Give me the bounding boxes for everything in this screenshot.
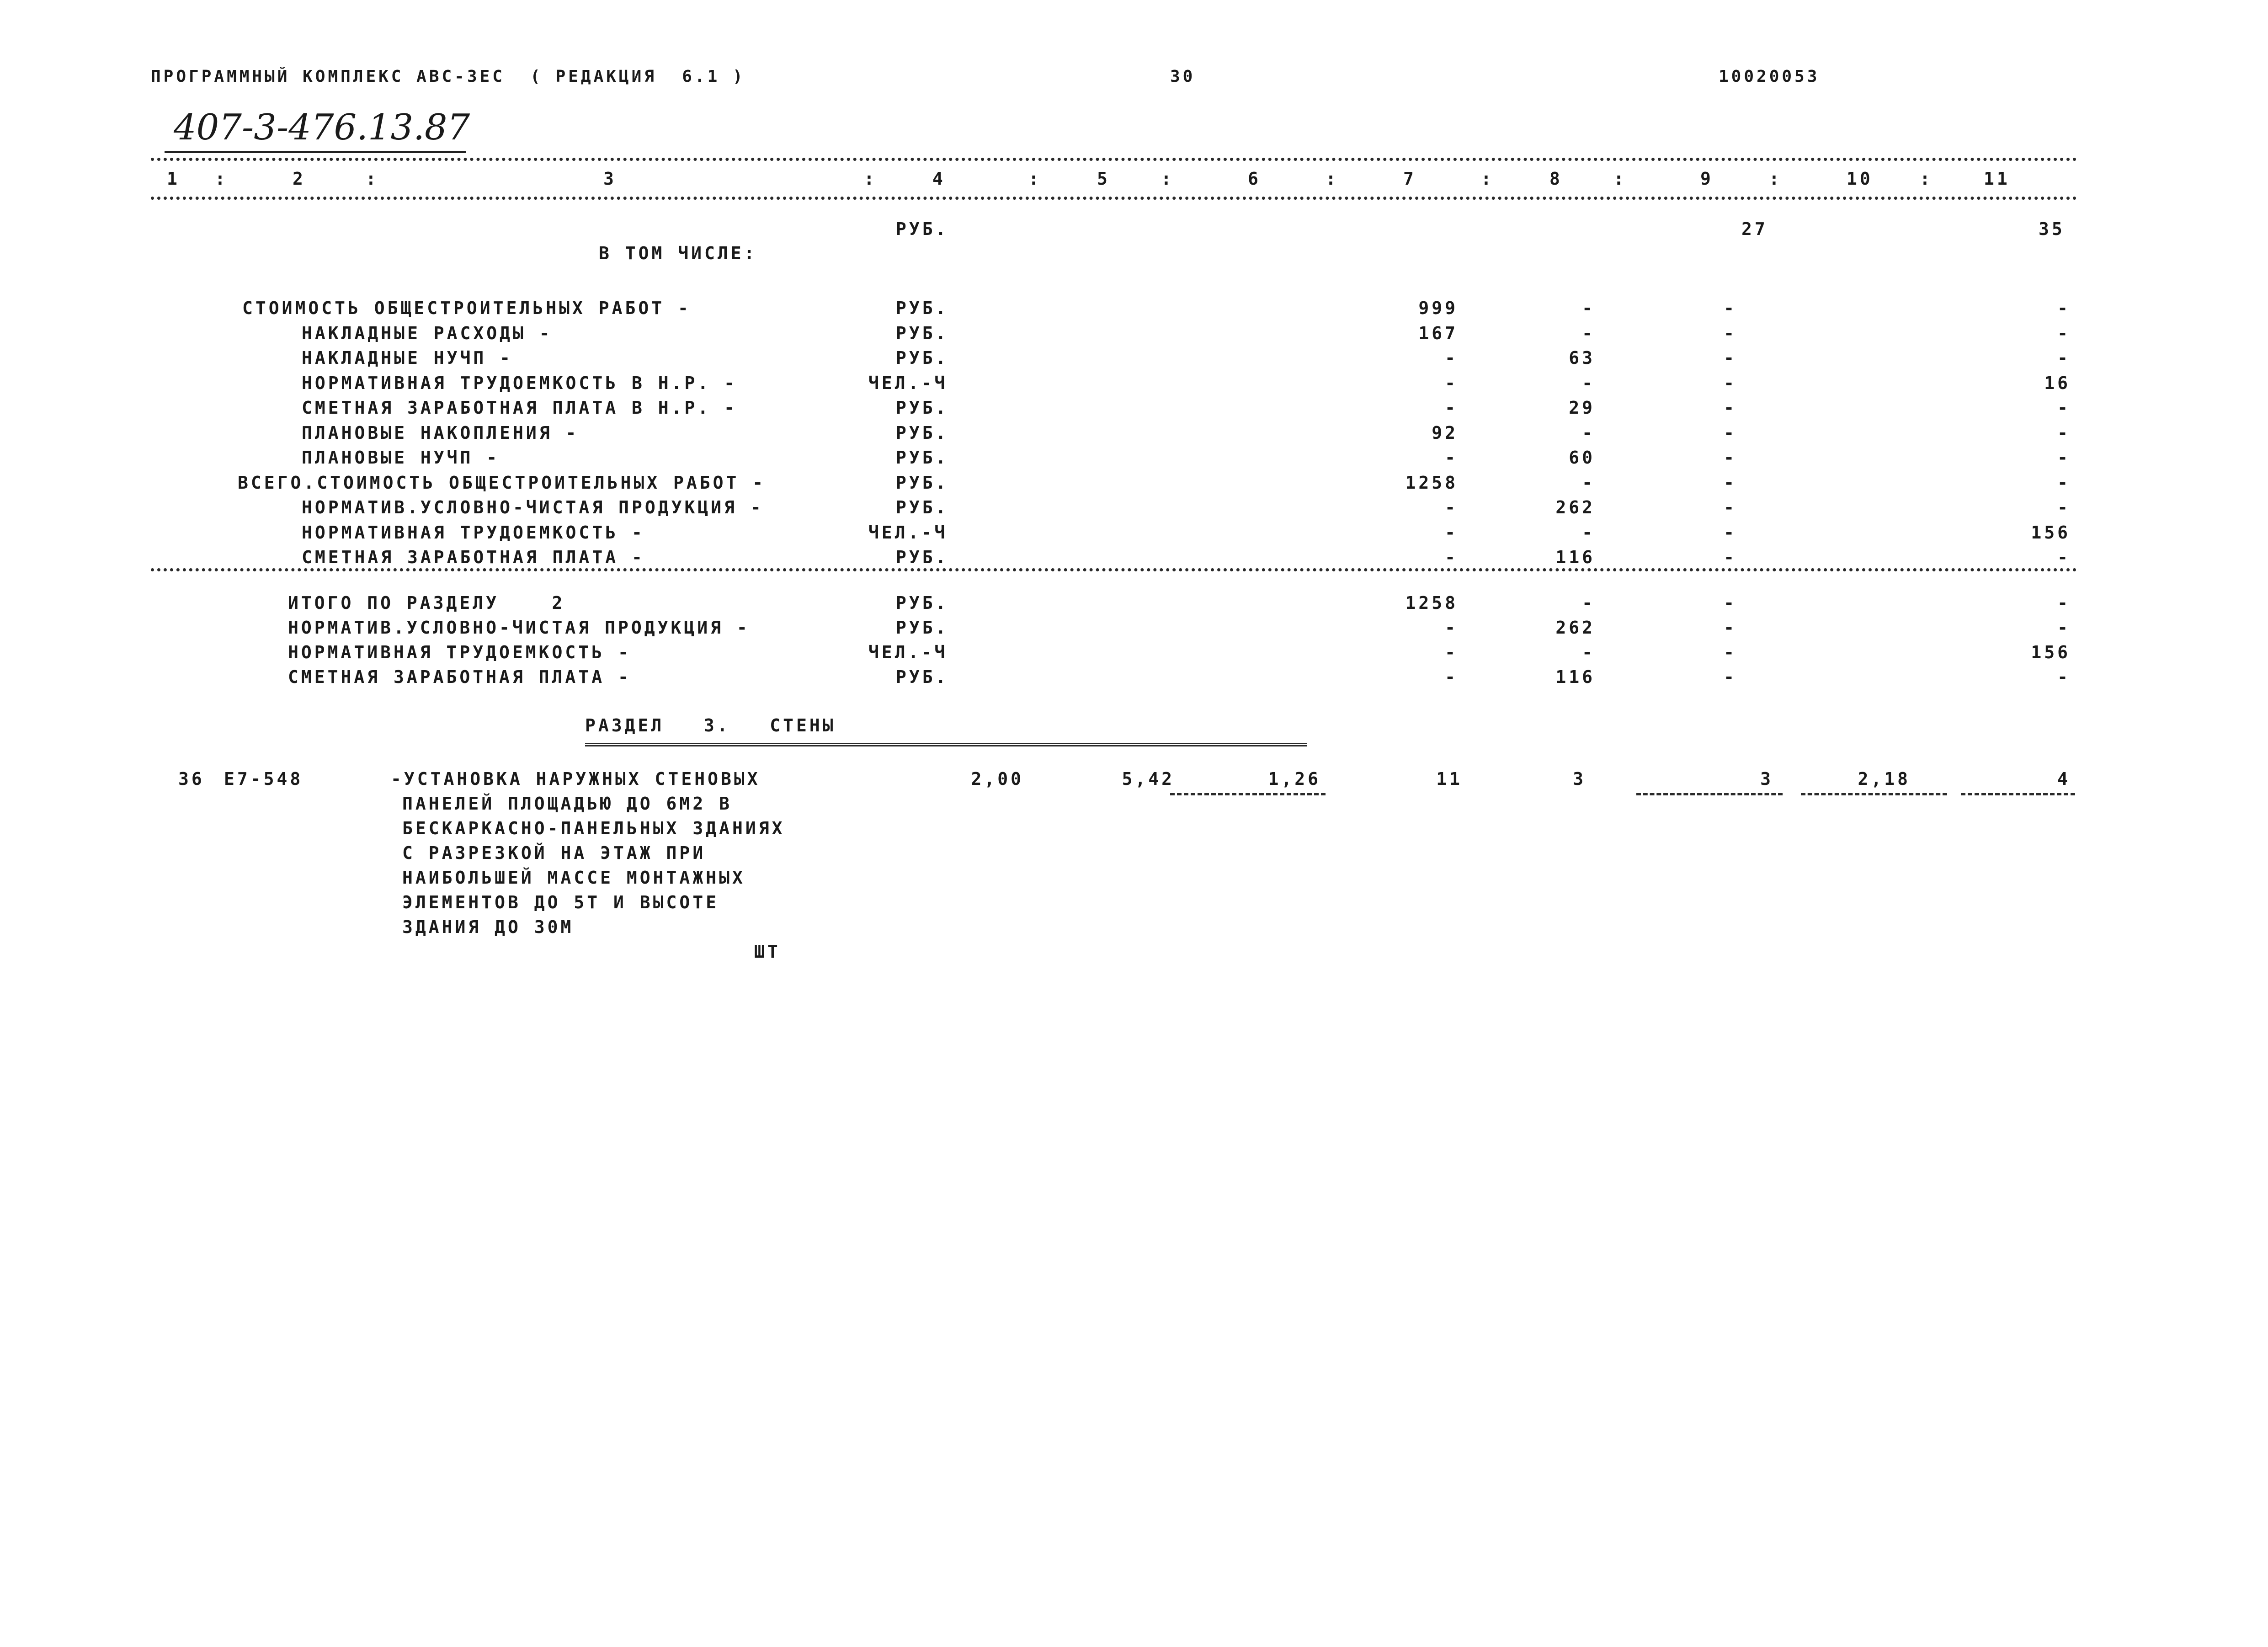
column-separator: : (864, 169, 877, 189)
summary-row-col11: 156 (2031, 522, 2071, 543)
total-row-col8: - (1582, 593, 1595, 613)
column-separator: : (1920, 169, 1933, 189)
total-row-col11: - (2057, 667, 2071, 687)
total-row-col8: - (1582, 642, 1595, 662)
column-separator: : (1161, 169, 1174, 189)
column-separator: : (1028, 169, 1042, 189)
item-number: 36 (178, 769, 205, 789)
summary-row-unit: РУБ. (896, 547, 949, 567)
summary-row-unit: РУБ. (896, 448, 949, 468)
header-rule-top (151, 158, 2077, 161)
total-row-col8: 262 (1555, 618, 1595, 638)
total-row-col9: - (1724, 593, 1737, 613)
summary-row-col7: 92 (1432, 422, 1458, 443)
item-separator-col11 (1961, 793, 2075, 795)
summary-row-col9: - (1724, 323, 1737, 343)
summary-row-unit: РУБ. (896, 398, 949, 418)
summary-row-col8: - (1582, 522, 1595, 543)
summary-row-col8: 63 (1569, 348, 1595, 368)
summary-row-col8: 262 (1555, 497, 1595, 517)
summary-row-col8: 60 (1569, 448, 1595, 468)
summary-row-unit: ЧЕЛ.-Ч (868, 373, 948, 393)
item-description-line: С РАЗРЕЗКОЙ НА ЭТАЖ ПРИ (402, 843, 706, 863)
summary-row-col9: - (1724, 472, 1737, 493)
total-row-col7: 1258 (1405, 593, 1458, 613)
total-row-col11: - (2057, 618, 2071, 638)
summary-row-col11: - (2057, 323, 2071, 343)
total-row-col7: - (1445, 667, 1458, 687)
column-number-5: 5 (1097, 169, 1110, 189)
summary-row-col9: - (1724, 298, 1737, 318)
item-description-line: ЗДАНИЯ ДО 30М (402, 917, 574, 937)
summary-row-label: ПЛАНОВЫЕ НУЧП - (302, 448, 500, 468)
summary-row-col9: - (1724, 547, 1737, 567)
summary-row-col9: - (1724, 448, 1737, 468)
item-quantity: 2,00 (971, 769, 1024, 789)
column-number-8: 8 (1549, 169, 1563, 189)
item-separator-col5 (1170, 793, 1326, 795)
total-row-col11: - (2057, 593, 2071, 613)
column-separator: : (366, 169, 379, 189)
item-description-line: НАИБОЛЬШЕЙ МАССЕ МОНТАЖНЫХ (402, 868, 745, 888)
summary-row-label: СТОИМОСТЬ ОБЩЕСТРОИТЕЛЬНЫХ РАБОТ - (242, 298, 691, 318)
item-unit: ШТ (754, 942, 781, 962)
column-separator: : (1481, 169, 1494, 189)
total-row-label: НОРМАТИВНАЯ ТРУДОЕМКОСТЬ - (288, 642, 631, 662)
section-title-underline (585, 743, 1307, 746)
item-unit-cost: 5,42 (1122, 769, 1175, 789)
total-row-col7: - (1445, 642, 1458, 662)
summary-row-col7: - (1445, 522, 1458, 543)
header-rule-bottom (151, 197, 2077, 200)
summary-row-label: НАКЛАДНЫЕ РАСХОДЫ - (302, 323, 553, 343)
summary-row-unit: РУБ. (896, 348, 949, 368)
including-label: В ТОМ ЧИСЛЕ: (599, 243, 757, 263)
summary-row-unit: РУБ. (896, 323, 949, 343)
handwritten-project-code: 407-3-476.13.87 (174, 107, 470, 148)
summary-row-col7: 167 (1418, 323, 1458, 343)
total-row-unit: РУБ. (896, 593, 949, 613)
item-unit-wage: 1,26 (1268, 769, 1321, 789)
total-row-label: ИТОГО ПО РАЗДЕЛУ 2 (288, 593, 565, 613)
total-row-unit: РУБ. (896, 667, 949, 687)
summary-row-col9: - (1724, 422, 1737, 443)
column-number-10: 10 (1847, 169, 1873, 189)
column-number-11: 11 (1984, 169, 2010, 189)
summary-row-col8: - (1582, 323, 1595, 343)
total-row-col7: - (1445, 618, 1458, 638)
total-row-col9: - (1724, 618, 1737, 638)
summary-row-col11: - (2057, 472, 2071, 493)
summary-col9: 27 (1741, 219, 1768, 239)
item-col11: 4 (2057, 769, 2071, 789)
summary-row-col11: - (2057, 298, 2071, 318)
summary-row-col9: - (1724, 373, 1737, 393)
program-header: ПРОГРАММНЫЙ КОМПЛЕКС АВС-ЗЕС ( РЕДАКЦИЯ 6.1 ) (151, 67, 745, 86)
column-separator: : (1613, 169, 1627, 189)
summary-col11: 35 (2039, 219, 2065, 239)
summary-row-col7: - (1445, 398, 1458, 418)
summary-row-col7: - (1445, 448, 1458, 468)
page-number: 30 (1170, 67, 1196, 86)
summary-rule (151, 568, 2077, 571)
column-separator: : (1769, 169, 1782, 189)
summary-row-label: НАКЛАДНЫЕ НУЧП - (302, 348, 513, 368)
summary-row-label: СМЕТНАЯ ЗАРАБОТНАЯ ПЛАТА - (302, 547, 645, 567)
item-code: Е7-548 (224, 769, 303, 789)
total-row-label: СМЕТНАЯ ЗАРАБОТНАЯ ПЛАТА - (288, 667, 631, 687)
column-separator: : (1326, 169, 1339, 189)
summary-row-col7: - (1445, 497, 1458, 517)
summary-row-unit: РУБ. (896, 472, 949, 493)
summary-row-unit: ЧЕЛ.-Ч (868, 522, 948, 543)
item-col8: 3 (1573, 769, 1586, 789)
summary-row-label: НОРМАТИВНАЯ ТРУДОЕМКОСТЬ - (302, 522, 645, 543)
column-number-6: 6 (1248, 169, 1261, 189)
summary-row-unit: РУБ. (896, 422, 949, 443)
total-row-col9: - (1724, 642, 1737, 662)
summary-row-col8: - (1582, 298, 1595, 318)
item-separator-col6 (1636, 793, 1783, 795)
summary-row-label: НОРМАТИВ.УСЛОВНО-ЧИСТАЯ ПРОДУКЦИЯ - (302, 497, 764, 517)
summary-row-col8: 116 (1555, 547, 1595, 567)
item-separator-col10 (1801, 793, 1947, 795)
summary-row-col11: - (2057, 422, 2071, 443)
total-row-col9: - (1724, 667, 1737, 687)
column-number-3: 3 (603, 169, 617, 189)
handwriting-underline (165, 151, 466, 153)
summary-row-col9: - (1724, 398, 1737, 418)
summary-row-col11: 16 (2044, 373, 2071, 393)
total-row-unit: РУБ. (896, 618, 949, 638)
item-col9: 3 (1760, 769, 1773, 789)
summary-row-col9: - (1724, 348, 1737, 368)
column-separator: : (215, 169, 228, 189)
column-number-2: 2 (293, 169, 306, 189)
summary-row-col11: - (2057, 497, 2071, 517)
item-description-line: -УСТАНОВКА НАРУЖНЫХ СТЕНОВЫХ (391, 769, 761, 789)
column-number-7: 7 (1403, 169, 1416, 189)
summary-row-col11: - (2057, 398, 2071, 418)
summary-row-col8: - (1582, 472, 1595, 493)
item-col10: 2,18 (1858, 769, 1911, 789)
summary-row-label: НОРМАТИВНАЯ ТРУДОЕМКОСТЬ В Н.Р. - (302, 373, 737, 393)
column-number-4: 4 (932, 169, 946, 189)
document-number: 10020053 (1719, 67, 1820, 86)
summary-row-label: ПЛАНОВЫЕ НАКОПЛЕНИЯ - (302, 422, 579, 443)
summary-row-col11: - (2057, 547, 2071, 567)
total-row-unit: ЧЕЛ.-Ч (868, 642, 948, 662)
summary-row-col8: 29 (1569, 398, 1595, 418)
summary-row-col8: - (1582, 373, 1595, 393)
item-total-cost: 11 (1436, 769, 1463, 789)
total-row-col8: 116 (1555, 667, 1595, 687)
summary-row-col9: - (1724, 522, 1737, 543)
column-number-1: 1 (167, 169, 180, 189)
total-row-col11: 156 (2031, 642, 2071, 662)
section-title: РАЗДЕЛ 3. СТЕНЫ (585, 715, 836, 736)
summary-row-col7: - (1445, 547, 1458, 567)
item-description-line: БЕСКАРКАСНО-ПАНЕЛЬНЫХ ЗДАНИЯХ (402, 818, 785, 838)
item-description-line: ПАНЕЛЕЙ ПЛОЩАДЬЮ ДО 6М2 В (402, 794, 732, 814)
summary-row-col11: - (2057, 448, 2071, 468)
summary-row-unit: РУБ. (896, 298, 949, 318)
summary-row-label: СМЕТНАЯ ЗАРАБОТНАЯ ПЛАТА В Н.Р. - (302, 398, 737, 418)
summary-row-col9: - (1724, 497, 1737, 517)
summary-row-unit: РУБ. (896, 497, 949, 517)
summary-row-col7: - (1445, 348, 1458, 368)
summary-unit: РУБ. (896, 219, 949, 239)
summary-row-label: ВСЕГО.СТОИМОСТЬ ОБЩЕСТРОИТЕЛЬНЫХ РАБОТ - (238, 472, 766, 493)
item-description-line: ЭЛЕМЕНТОВ ДО 5Т И ВЫСОТЕ (402, 892, 719, 912)
summary-row-col7: 999 (1418, 298, 1458, 318)
summary-row-col8: - (1582, 422, 1595, 443)
total-row-label: НОРМАТИВ.УСЛОВНО-ЧИСТАЯ ПРОДУКЦИЯ - (288, 618, 750, 638)
summary-row-col7: - (1445, 373, 1458, 393)
summary-row-col7: 1258 (1405, 472, 1458, 493)
summary-row-col11: - (2057, 348, 2071, 368)
column-number-9: 9 (1700, 169, 1714, 189)
